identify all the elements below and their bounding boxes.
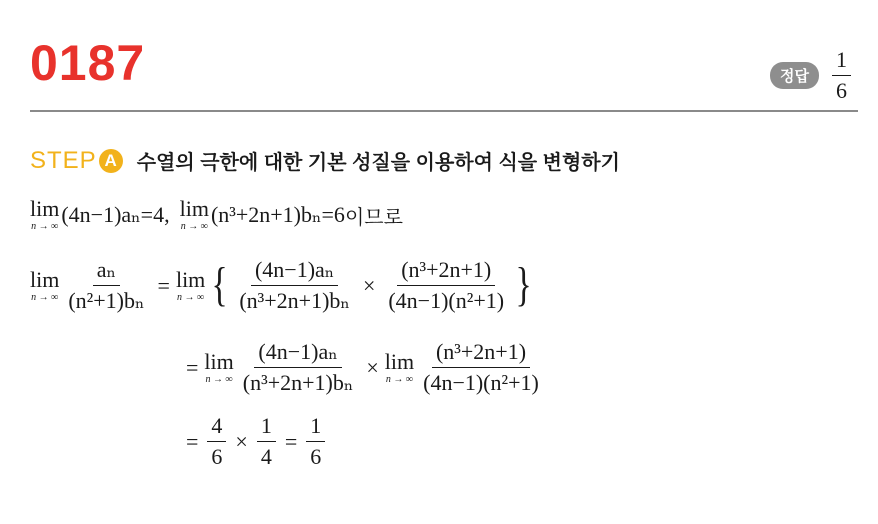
limit-operator: lim n → ∞: [179, 196, 209, 232]
answer-badge: 정답: [770, 62, 819, 89]
equals-sign: =: [157, 272, 170, 298]
split-fraction-2: $\frac{\text{(n³+2n+1)}}{\text{(4n−1)(n²+1)}}$: [423, 339, 539, 396]
lhs-fraction: $\frac{\text{aₙ}}{\text{(n²+1)bₙ}}$: [68, 257, 145, 314]
step-heading: [30, 146, 620, 175]
product-fraction-1: $\frac{\text{(4n−1)aₙ}}{\text{(n³+2n+1)bₙ}}$: [239, 257, 350, 314]
value-fraction-b: $\frac{1}{4}$: [257, 414, 276, 469]
equation-line-2: [30, 258, 536, 313]
answer-numerator: 1: [832, 48, 851, 76]
result-fraction: $\frac{1}{6}$: [306, 414, 325, 469]
step-label: STEP: [30, 146, 97, 174]
times-sign: ×: [362, 272, 376, 298]
given-limit-2: (n³+2n+1)bₙ=6: [210, 202, 345, 227]
problem-number: 0187: [30, 35, 146, 91]
answer-denominator: 6: [836, 78, 847, 104]
equals-sign: =: [186, 428, 199, 454]
value-fraction-a: $\frac{4}{6}$: [207, 414, 226, 469]
step-letter-badge: A: [99, 149, 123, 173]
limit-operator: lim n → ∞: [384, 348, 415, 385]
limit-operator: lim n → ∞: [30, 196, 60, 232]
product-fraction-2: $\frac{\text{(n³+2n+1)}}{\text{(4n−1)(n²+1)}}$: [388, 257, 505, 314]
limit-operator: lim n → ∞: [175, 266, 206, 303]
times-sign: ×: [366, 354, 379, 380]
conclusion-connector: 이므로: [344, 204, 403, 229]
times-sign: ×: [235, 428, 248, 454]
left-brace: {: [211, 258, 228, 312]
equation-line-4: [186, 414, 328, 469]
equals-sign: =: [284, 428, 298, 454]
split-fraction-1: $\frac{\text{(4n−1)aₙ}}{\text{(n³+2n+1)bₙ}}$: [242, 339, 354, 396]
limit-operator: lim n → ∞: [204, 348, 234, 385]
equation-line-1: [30, 198, 403, 232]
answer-area: [770, 48, 854, 103]
limit-operator: lim n → ∞: [30, 266, 60, 303]
right-brace: }: [515, 258, 532, 312]
header-divider: [30, 110, 858, 112]
step-title: 수열의 극한에 대한 기본 성질을 이용하여 식을 변형하기: [136, 152, 620, 174]
given-limit-1: (4n−1)aₙ=4,: [61, 202, 170, 227]
equals-sign: =: [186, 354, 199, 380]
answer-fraction: [832, 48, 851, 103]
equation-line-3: [186, 340, 546, 395]
